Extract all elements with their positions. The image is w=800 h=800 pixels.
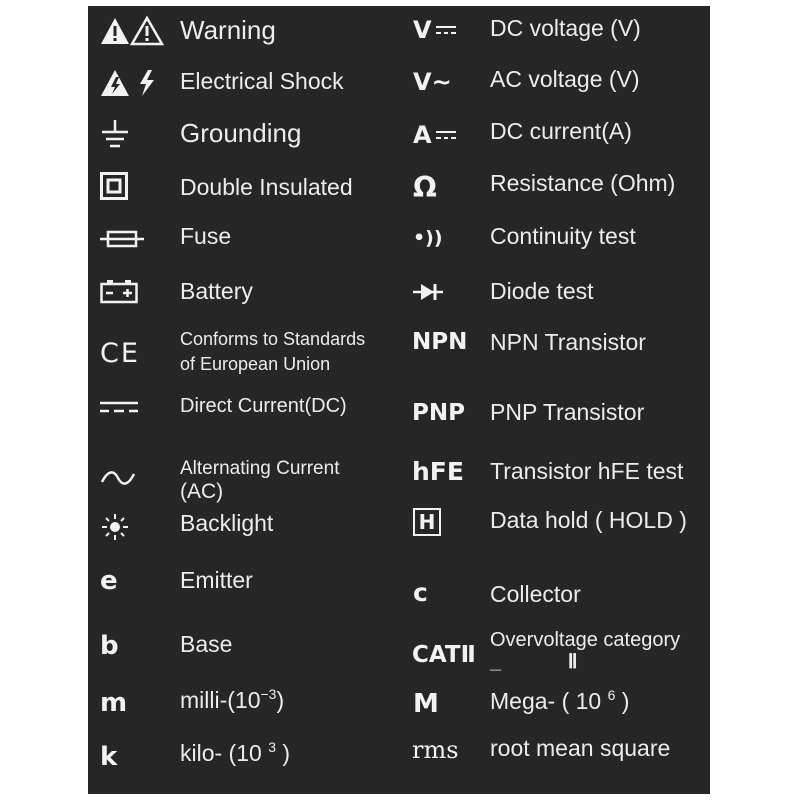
label-rms: root mean square xyxy=(490,735,671,761)
rms-symbol: rms xyxy=(412,736,459,764)
dc-bar-icon xyxy=(436,128,456,142)
label-mega: Mega- ( 10 $^6$ ) xyxy=(490,687,630,714)
label-double-insulated: Double Insulated xyxy=(180,174,353,200)
label-overvoltage: Overvoltage category xyxy=(490,629,681,651)
dc-current-symbol: A xyxy=(413,121,456,149)
label-battery: Battery xyxy=(180,278,253,304)
label-hold: Data hold ( HOLD ) xyxy=(490,507,687,533)
label-warning: Warning xyxy=(180,15,276,45)
milli-symbol: m xyxy=(100,688,128,718)
label-collector: Collector xyxy=(490,581,581,607)
label-diode: Diode test xyxy=(490,278,594,304)
label-continuity: Continuity test xyxy=(490,223,636,249)
label-direct-current: Direct Current(DC) xyxy=(180,395,347,417)
ac-voltage-symbol: V~ xyxy=(413,68,452,96)
mega-symbol: M xyxy=(413,689,439,719)
battery-icon xyxy=(100,278,138,304)
label-ac-abbrev: (AC) xyxy=(180,480,224,503)
dc-bar-icon xyxy=(436,23,456,37)
label-grounding: Grounding xyxy=(180,118,302,148)
label-kilo: kilo- (10 $^3$ ) xyxy=(180,739,291,766)
pnp-symbol: PNP xyxy=(412,400,465,426)
emitter-symbol: e xyxy=(100,566,118,596)
label-overvoltage-line2: _ Ⅱ xyxy=(490,651,578,673)
ohm-symbol: Ω xyxy=(413,171,437,204)
label-npn: NPN Transistor xyxy=(490,329,646,355)
fuse-icon xyxy=(100,229,144,249)
hold-icon: H xyxy=(413,508,441,536)
backlight-icon xyxy=(100,513,130,541)
label-dc-current: DC current(A) xyxy=(490,118,632,144)
ground-icon xyxy=(100,118,130,150)
cat-symbol: CATⅡ xyxy=(412,642,476,668)
label-alternating-current: Alternating Current xyxy=(180,458,340,479)
label-emitter: Emitter xyxy=(180,567,253,593)
kilo-symbol: k xyxy=(100,742,118,772)
double-insulated-icon xyxy=(100,172,128,200)
dc-voltage-symbol: V xyxy=(413,16,456,44)
label-milli: milli-$(10^{-3})$ xyxy=(180,686,285,713)
collector-symbol: c xyxy=(413,578,428,607)
label-ce: Conforms to Standards of European Union xyxy=(180,329,366,375)
hfe-symbol: hFE xyxy=(412,457,464,486)
label-backlight: Backlight xyxy=(180,510,274,536)
npn-symbol: NPN xyxy=(412,329,468,355)
base-symbol: b xyxy=(100,631,119,661)
electrical-shock-icon xyxy=(100,68,156,98)
label-fuse: Fuse xyxy=(180,223,232,249)
alternating-current-icon xyxy=(100,470,136,486)
label-dc-voltage: DC voltage (V) xyxy=(490,15,641,41)
label-hfe: Transistor hFE test xyxy=(490,458,684,484)
label-pnp: PNP Transistor xyxy=(490,399,645,425)
diode-icon xyxy=(413,282,443,302)
direct-current-icon xyxy=(100,400,138,414)
ce-mark-icon: CE xyxy=(100,338,140,369)
label-resistance: Resistance (Ohm) xyxy=(490,170,676,196)
warning-triangles-icon xyxy=(100,16,164,46)
label-base: Base xyxy=(180,631,233,657)
continuity-icon: •)) xyxy=(413,227,443,249)
label-ac-voltage: AC voltage (V) xyxy=(490,66,640,92)
label-electrical-shock: Electrical Shock xyxy=(180,68,344,94)
